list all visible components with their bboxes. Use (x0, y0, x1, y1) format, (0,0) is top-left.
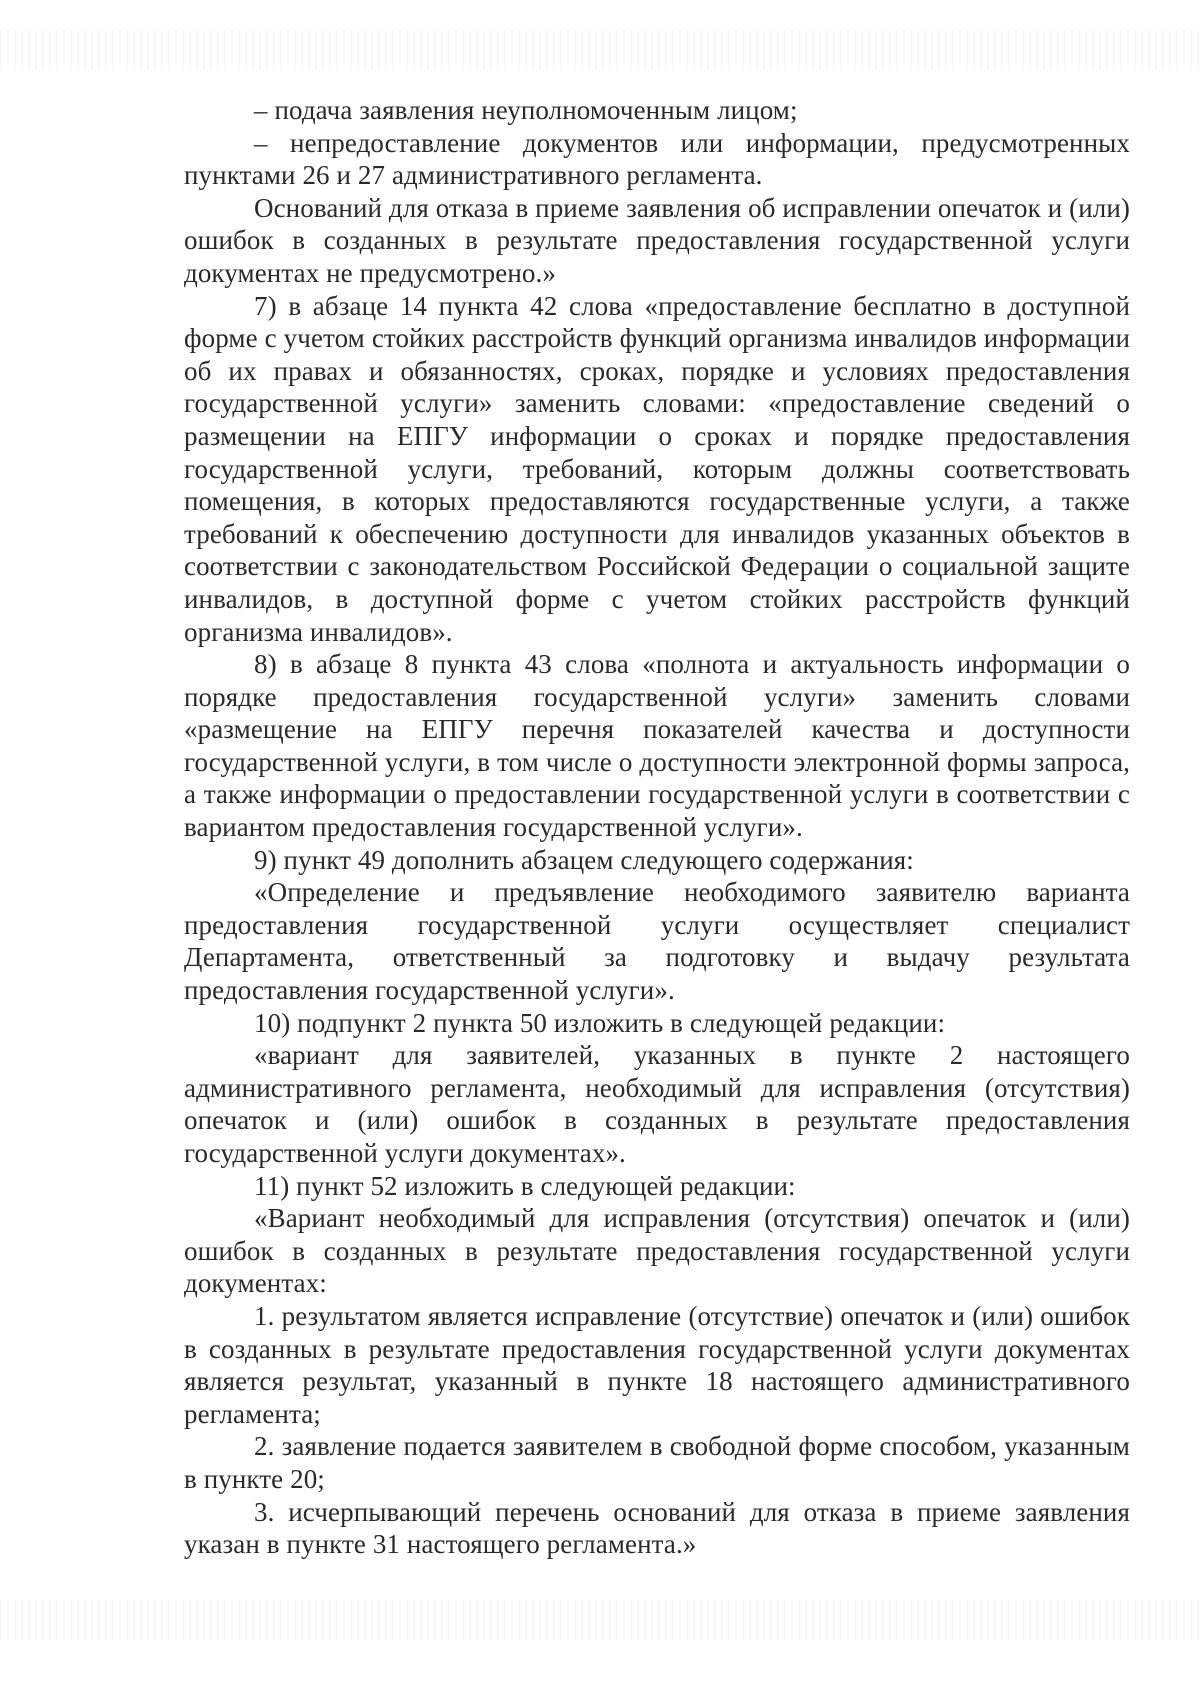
paragraph: 1. результатом является исправление (отсутствие) опечаток и (или) ошибок в созданных в результате предоставления государственной услуги документах является результат, указанный в пункте 18 настоящего административного регламента; (184, 1300, 1130, 1429)
paragraph: 3. исчерпывающий перечень оснований для отказа в приеме заявления указан в пункте 31 настоящего регламента.» (184, 1496, 1130, 1560)
paragraph: 10) подпункт 2 пункта 50 изложить в следующей редакции: (254, 1007, 946, 1038)
paragraph: – непредоставление документов или информации, предусмотренных пунктами 26 и 27 административного регламента. (184, 127, 1130, 191)
paragraph: «Вариант необходимый для исправления (отсутствия) опечаток и (или) ошибок в созданных в результате предоставления государственной услуги документах: (184, 1203, 1130, 1299)
paragraph: 8) в абзаце 8 пункта 43 слова «полнота и актуальность информации о порядке предоставления государственной услуги» заменить словами «размещение на ЕПГУ перечня показателей качества и доступности государственной услуги, в том числе о доступности электронной формы запроса, а также информации о предоставлении государственной услуги в соответствии с вариантом предоставления государственной услуги». (184, 649, 1130, 843)
paragraph: 7) в абзаце 14 пункта 42 слова «предоставление бесплатно в доступной форме с учетом стойких расстройств функций организма инвалидов информации об их правах и обязанностях, сроках, порядке и условиях предоставления государственной услуги» заменить словами: «предоставление сведений о размещении на ЕПГУ информации о сроках и порядке предоставления государственной услуги, требований, которым должны соответствовать помещения, в которых предоставляются государственные услуги, а также требований к обеспечению доступности для инвалидов указанных объектов в соответствии с законодательством Российской Федерации о социальной защите инвалидов, в доступной форме с учетом стойких расстройств функций организма инвалидов». (184, 290, 1130, 647)
paragraph: «Определение и предъявление необходимого заявителю варианта предоставления государственной услуги осуществляет специалист Департамента, ответственный за подготовку и выдачу результата предоставления государственной услуги». (184, 877, 1130, 1006)
paragraph: 9) пункт 49 дополнить абзацем следующего содержания: (254, 844, 914, 875)
paragraph: – подача заявления неуполномоченным лицом; (254, 95, 798, 125)
paragraph: Оснований для отказа в приеме заявления об исправлении опечаток и (или) ошибок в созданных в результате предоставления государственной услуги документах не предусмотрено.» (184, 192, 1130, 288)
scan-noise-bottom (0, 1600, 1200, 1640)
paragraph: 11) пункт 52 изложить в следующей редакции: (254, 1170, 796, 1201)
paragraph: «вариант для заявителей, указанных в пункте 2 настоящего административного регламента, необходимый для исправления (отсутствия) опечаток и (или) ошибок в созданных в результате предоставления государственной услуги документах». (184, 1040, 1130, 1168)
paragraph: 2. заявление подается заявителем в свободной форме способом, указанным в пункте 20; (184, 1431, 1130, 1494)
document-page (184, 94, 1130, 1561)
scan-noise-top (0, 30, 1200, 70)
